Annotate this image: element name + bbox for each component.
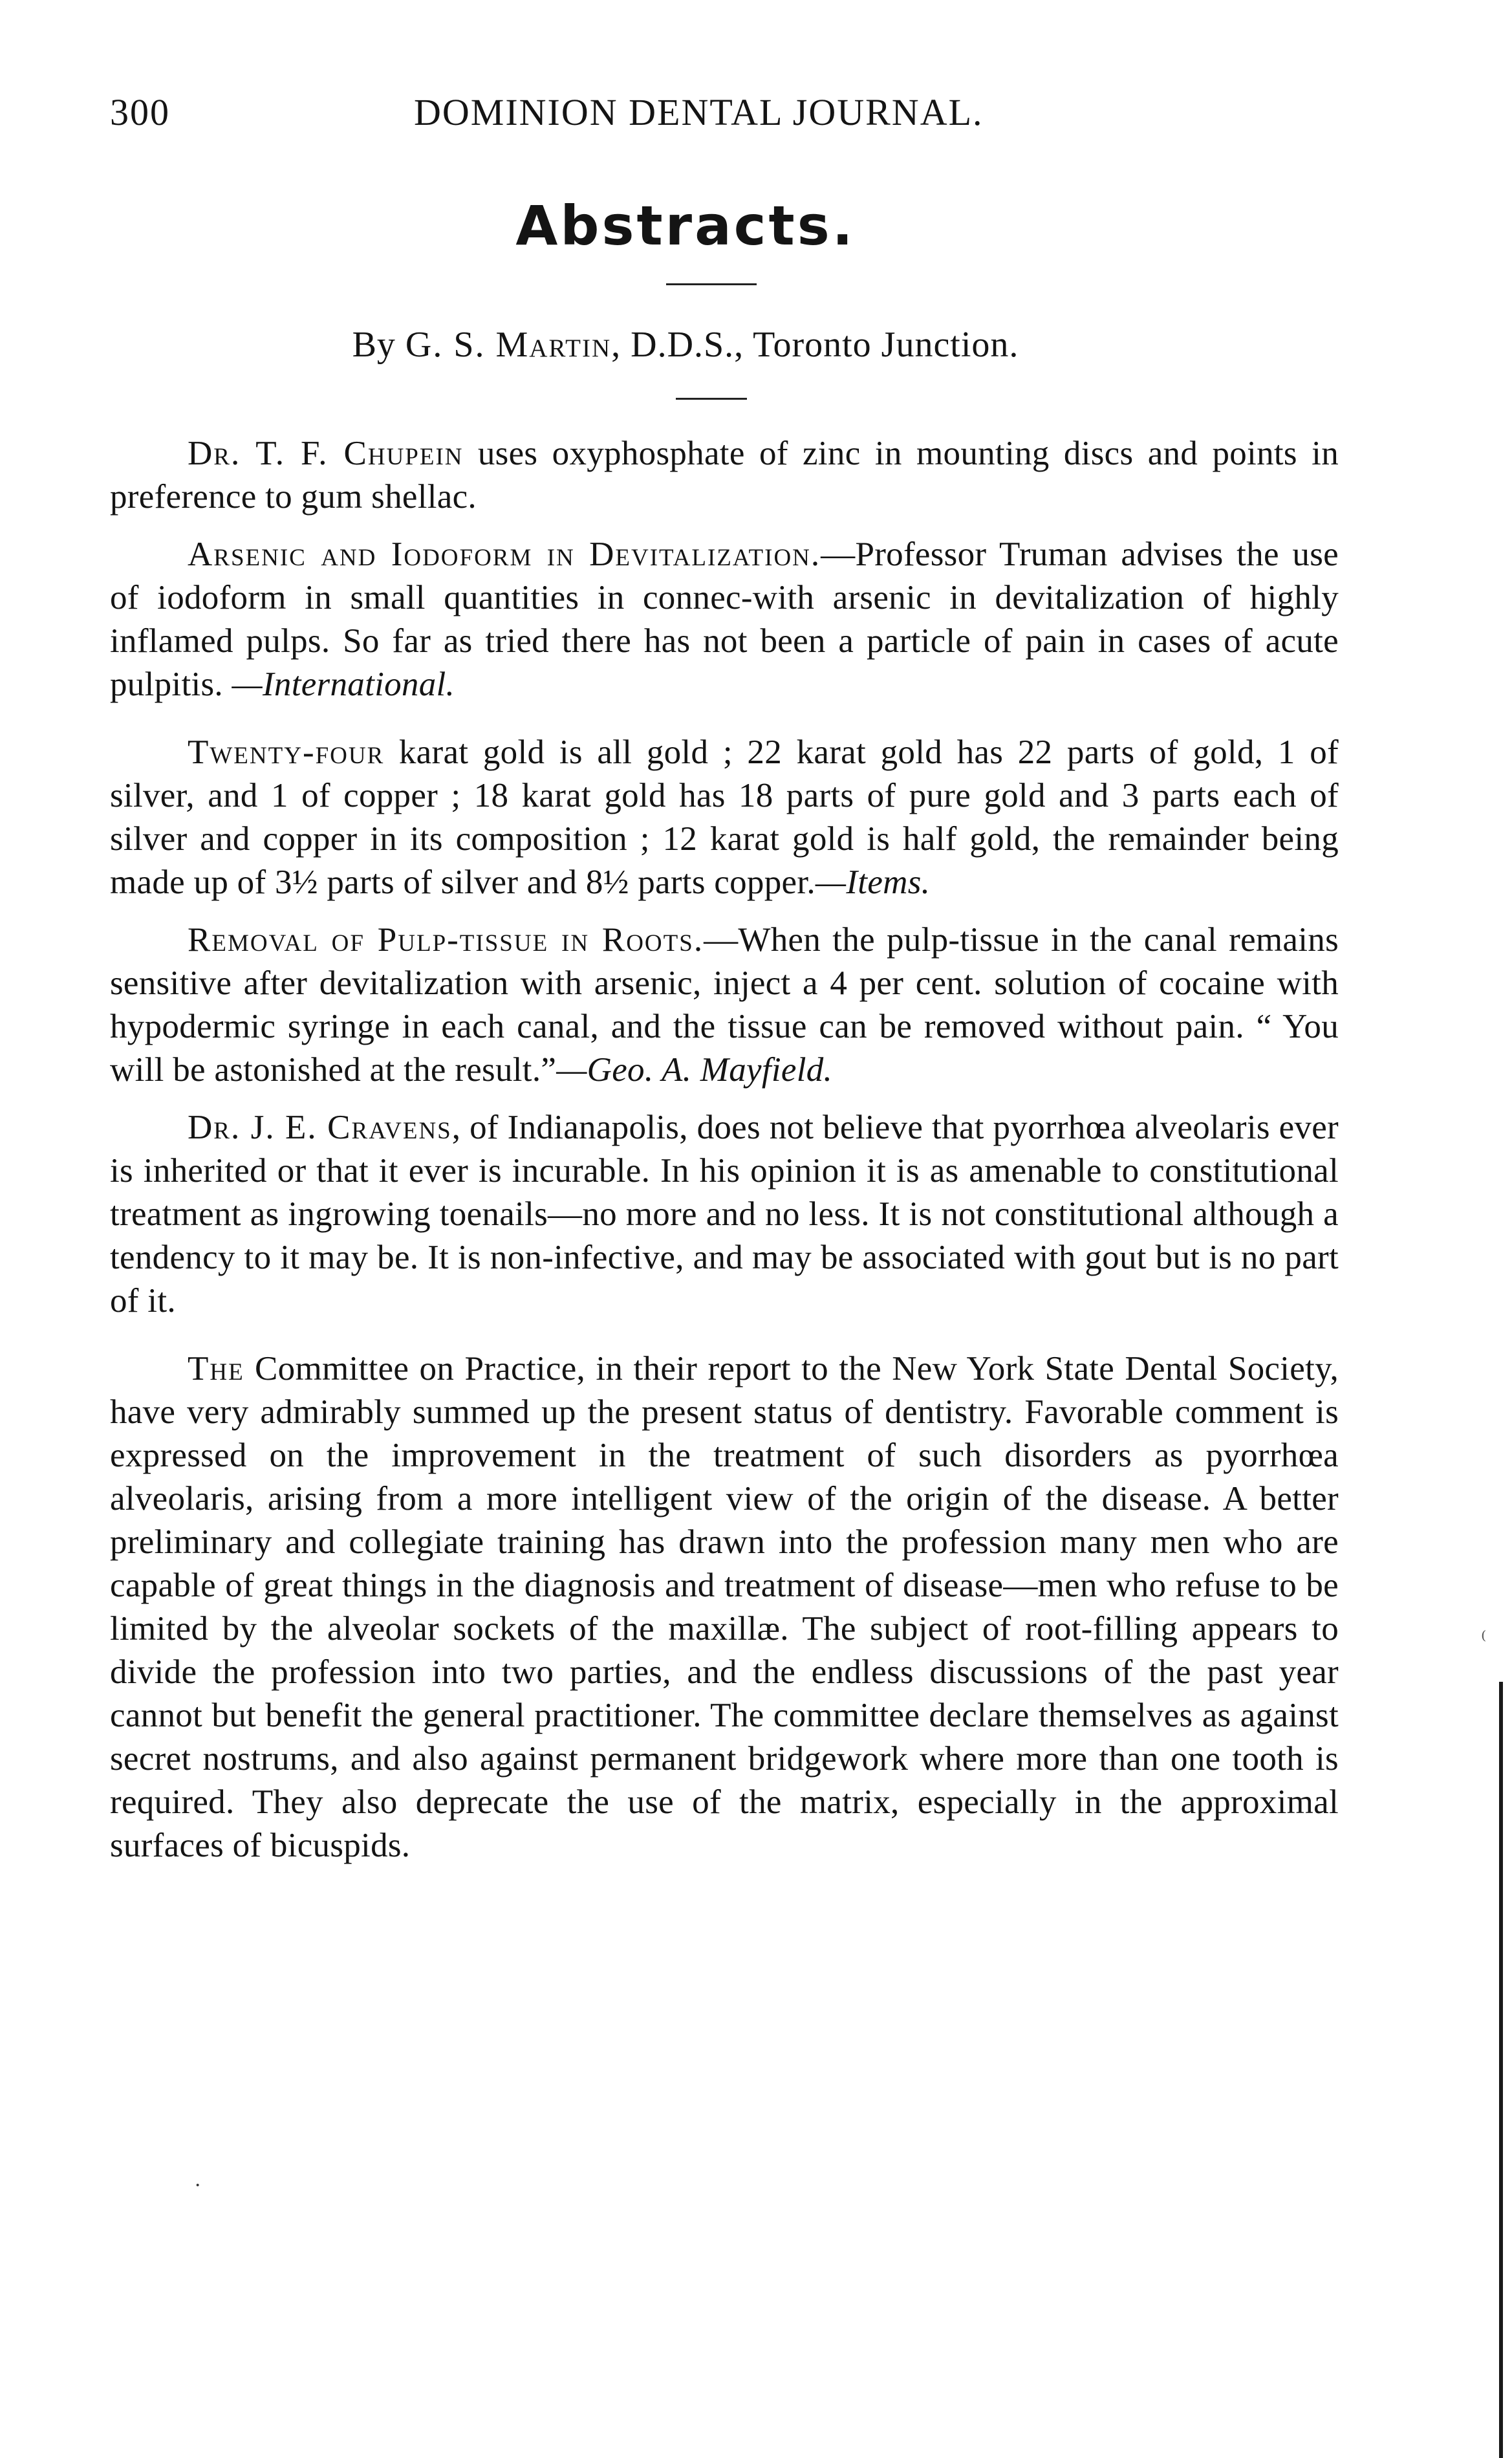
- abstract-body: karat gold is all gold ; 22 karat gold has 22 parts of gold, 1 of silver, and 1 of copper ; 18 karat gold has 18 parts of pure gold and 3 parts each of silver and copper in its composition ; 12 karat gold is half gold, the remainder being made up of 3½ parts of silver and 8½ parts copper.: [110, 734, 1339, 901]
- running-head: [110, 78, 1339, 136]
- abstract-chupein: [110, 432, 1339, 519]
- abstract-body: uses oxyphosphate of zinc in mounting discs and points in preference to gum shellac.: [110, 435, 1339, 516]
- margin-speck: ⁽: [1481, 1628, 1487, 1652]
- section-title: Abstracts.: [515, 194, 856, 257]
- abstract-source: —International.: [232, 666, 455, 703]
- abstract-lead: Twenty-four: [188, 734, 385, 771]
- abstract-lead: Dr. J. E. Cravens: [188, 1109, 452, 1146]
- byline: [110, 324, 1339, 365]
- journal-page: [110, 78, 1339, 1882]
- abstract-lead: Dr. T. F. Chupein: [188, 435, 464, 472]
- abstract-source: —Items.: [815, 864, 931, 901]
- abstract-lead: Removal of Pulp-tissue in Roots.: [188, 921, 704, 959]
- abstract-lead: The: [188, 1350, 244, 1387]
- journal-title: DOMINION DENTAL JOURNAL.: [414, 91, 984, 133]
- byline-credentials: , D.D.S., Toronto Junction.: [611, 325, 1019, 365]
- abstract-source: —Geo. A. Mayfield.: [556, 1051, 833, 1089]
- abstract-body: —When the pulp-tissue in the canal remains sensitive after devitalization with arsenic, inject a 4 per cent. solution of cocaine with hypodermic syringe in each canal, and the tissue can be removed without pain. “ You will be astonished at the result.”: [110, 921, 1339, 1089]
- page-number: 300: [110, 91, 170, 133]
- byline-rule: [676, 398, 747, 400]
- abstract-body: —Professor Truman advises the use of iodoform in small quantities in connec-with arsenic in devitalization of highly inflamed pulps. So far as tried there has not been a particle of pain in cases of acute pulpitis.: [110, 536, 1339, 703]
- byline-by: By: [352, 325, 396, 365]
- title-rule: [666, 283, 757, 285]
- byline-author: G. S. Martin: [405, 325, 612, 365]
- abstract-arsenic-iodoform: [110, 533, 1339, 706]
- abstract-karat-gold: [110, 731, 1339, 904]
- abstract-lead: Arsenic and Iodoform in Devitalization.: [188, 536, 821, 573]
- abstract-body: Committee on Practice, in their report to the New York State Dental Society, have very admirably summed up the present status of dentistry. Favorable comment is expressed on the improvement in the treatment of such disorders as pyorrhœa alveolaris, arising from a more intelligent view of the origin of the disease. A better preliminary and collegiate training has drawn into the profession many men who are capable of great things in the diagnosis and treatment of disease—men who refuse to be limited by the alveolar sockets of the maxillæ. The subject of root-filling appears to divide the profession into two parties, and the endless discussions of the past year cannot but benefit the general practitioner. The committee declare themselves as against secret nostrums, and also against permanent bridgework where more than one tooth is required. They also deprecate the use of the matrix, especially in the approximal surfaces of bicuspids.: [110, 1350, 1339, 1864]
- scan-edge-line: [1499, 1682, 1503, 2458]
- abstract-cravens: [110, 1106, 1339, 1323]
- abstract-pulp-tissue: [110, 919, 1339, 1092]
- abstract-body: , of Indianapolis, does not believe that pyorrhœa alveolaris ever is inherited or that it ever is incurable. In his opinion it is as amenable to constitutional treatment as ingrowing toenails—no more and no less. It is not constitutional although a tendency to it may be. It is non-infective, and may be associated with gout but is no part of it.: [110, 1109, 1339, 1320]
- stray-dot: ·: [194, 2173, 202, 2197]
- abstract-committee-on-practice: [110, 1347, 1339, 1867]
